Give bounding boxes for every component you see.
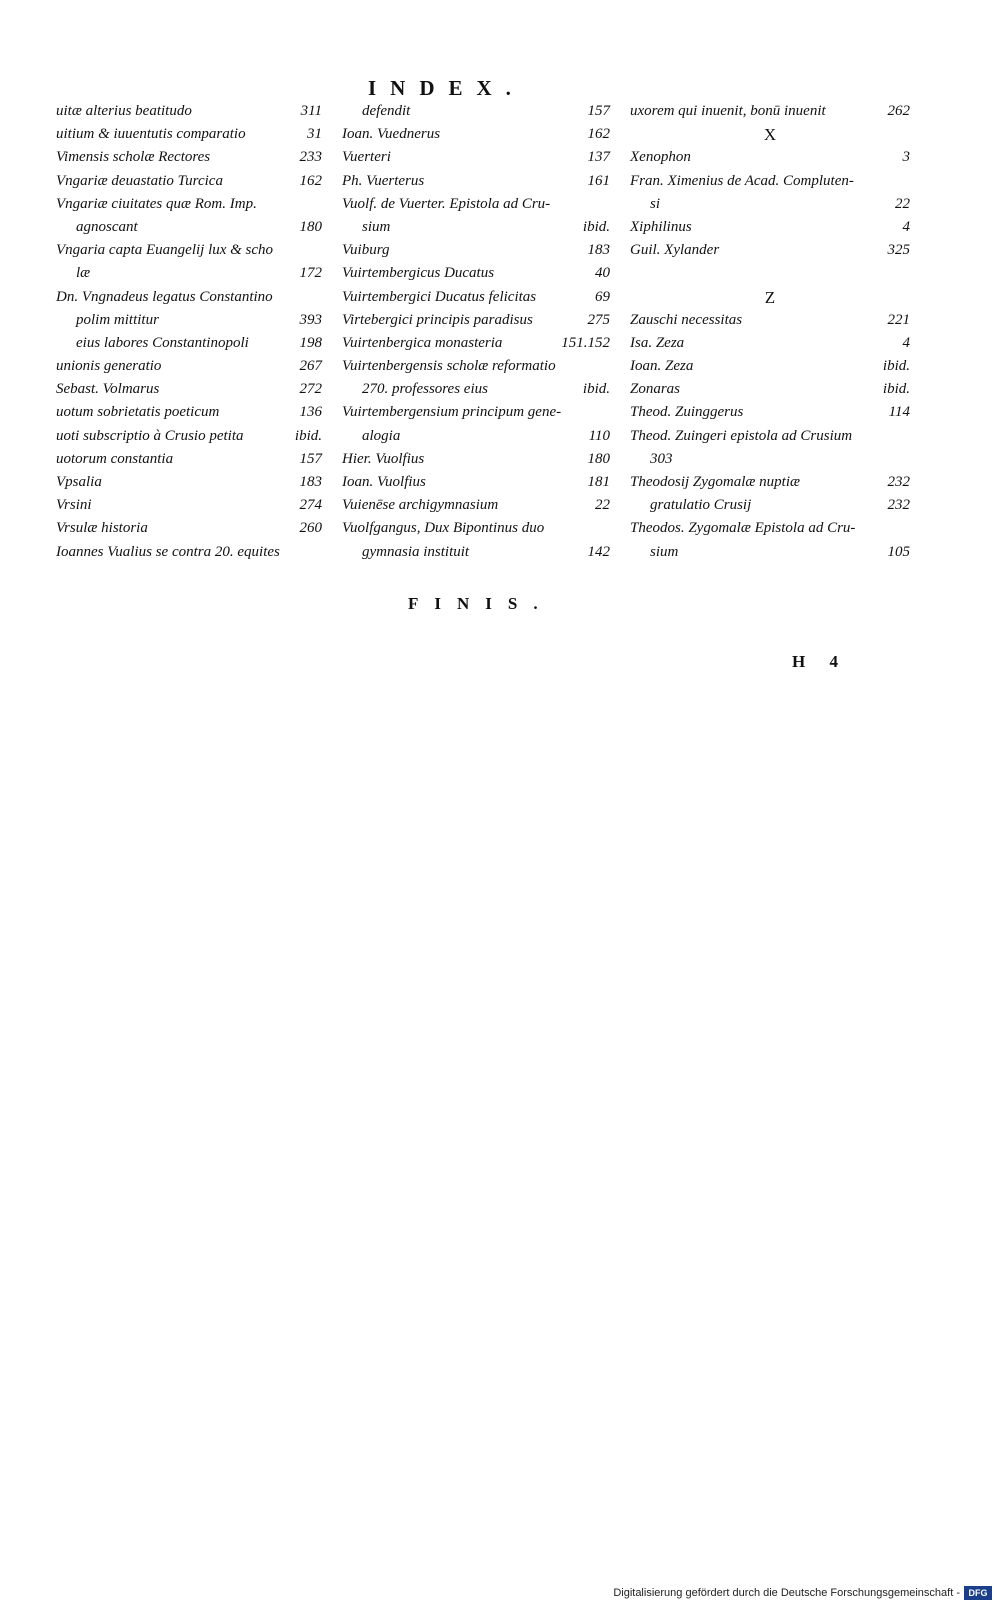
index-entry (342, 262, 610, 285)
entry-text: uoti subscriptio à Crusio petita (56, 427, 244, 444)
entry-text: Vuirtembergici Ducatus felicitas (342, 288, 537, 305)
entry-text: Vngariæ deuastatio Turcica (56, 172, 223, 189)
entry-page-number: 272 (299, 381, 322, 398)
entry-text: uxorem qui inuenit, bonū inuenit (630, 103, 826, 119)
entry-text: sium (362, 218, 391, 235)
index-entry (56, 309, 322, 332)
index-entry (630, 494, 910, 517)
entry-text: Vngariæ ciuitates quæ Rom. Imp. (56, 195, 257, 212)
entry-page-number: 221 (887, 311, 910, 328)
entry-text: Z (764, 287, 776, 307)
entry-text: Ioannes Vualius se contra 20. equites (56, 543, 280, 560)
entry-text: Ioan. Vuolfius (342, 474, 426, 490)
entry-text: uitæ alterius beatitudo (56, 103, 192, 119)
entry-text: Vuirtenbergica monasteria (342, 334, 503, 351)
entry-page-number: 393 (299, 311, 322, 328)
index-entry (56, 332, 322, 355)
entry-page-number: 275 (587, 311, 610, 328)
entry-page-number: 22 (595, 497, 610, 514)
entry-page-number: 162 (587, 126, 610, 143)
entry-page-number: 4 (902, 218, 910, 235)
index-entry (56, 425, 322, 448)
entry-page-number: 69 (595, 288, 610, 305)
entry-text: Xenophon (630, 149, 691, 166)
entry-text: alogia (362, 427, 401, 444)
entry-text: 270. professores eius (362, 381, 488, 398)
index-entry (630, 216, 910, 239)
index-entry (630, 471, 910, 494)
entry-text: Vuirtembergensium principum gene- (342, 404, 562, 421)
entry-text: Vuirtembergicus Ducatus (342, 265, 495, 282)
entry-text: Zauschi necessitas (630, 311, 743, 328)
entry-text: unionis generatio (56, 358, 162, 375)
entry-text: Ioan. Zeza (630, 358, 694, 375)
index-entry (630, 332, 910, 355)
entry-text: Ph. Vuerterus (342, 172, 425, 189)
entry-page-number: 260 (299, 520, 322, 537)
entry-text: Hier. Vuolfius (342, 450, 425, 467)
entry-page-number: 274 (299, 497, 322, 514)
index-entry (342, 216, 610, 239)
index-entry (56, 146, 322, 169)
entry-text: Vuienēse archigymnasium (342, 497, 499, 514)
entry-text: Vuiburg (342, 242, 390, 259)
index-entry (630, 541, 910, 564)
entry-text: Virtebergici principis paradisus (342, 311, 533, 328)
entry-text: Guil. Xylander (630, 242, 720, 259)
entry-text: si (650, 195, 661, 212)
index-entry (630, 262, 910, 285)
dfg-logo: DFG (964, 1586, 992, 1600)
entry-page-number: 262 (887, 103, 910, 119)
index-title: INDEX. (368, 76, 525, 100)
index-entry (630, 193, 910, 216)
entry-text: Vuirtenbergensis scholæ reformatio (342, 358, 556, 375)
index-entry (342, 123, 610, 146)
entry-text: gratulatio Crusij (650, 497, 752, 514)
index-entry (342, 494, 610, 517)
index-column-2 (342, 100, 610, 564)
entry-page-number: 183 (587, 242, 610, 259)
index-entry (56, 471, 322, 494)
entry-page-number: 4 (902, 334, 910, 351)
entry-text: gymnasia instituit (362, 543, 470, 560)
index-entry (56, 193, 322, 216)
index-entry (630, 100, 910, 123)
entry-text: Vpsalia (56, 474, 102, 490)
entry-text: defendit (362, 103, 411, 119)
entry-text: Isa. Zeza (630, 334, 685, 351)
index-entry (630, 517, 910, 540)
index-entry (342, 146, 610, 169)
entry-page-number: ibid. (882, 381, 910, 398)
index-entry (56, 286, 322, 309)
entry-text: Fran. Ximenius de Acad. Compluten- (630, 172, 854, 189)
entry-page-number: 162 (299, 172, 322, 189)
index-entry (56, 123, 322, 146)
index-entry (342, 401, 610, 424)
entry-text: Vuerteri (342, 149, 391, 166)
index-entry (630, 448, 910, 471)
entry-text: læ (76, 265, 91, 282)
index-entry (56, 170, 322, 193)
entry-text: polim mittitur (76, 311, 159, 328)
entry-text: sium (650, 543, 679, 560)
entry-text: Sebast. Volmarus (56, 381, 160, 398)
signature-mark: H 4 (792, 652, 848, 671)
index-entry (630, 355, 910, 378)
entry-page-number: 137 (587, 149, 610, 166)
index-entry (342, 170, 610, 193)
index-entry (342, 425, 610, 448)
index-entry (342, 100, 610, 123)
entry-text: Vrsulæ historia (56, 520, 148, 537)
index-entry (342, 193, 610, 216)
entry-text: Theodos. Zygomalæ Epistola ad Cru- (630, 520, 856, 537)
entry-page-number: 22 (895, 195, 910, 212)
entry-text: Vuolfgangus, Dux Bipontinus duo (342, 520, 545, 537)
index-entry (56, 239, 322, 262)
entry-text: agnoscant (76, 218, 138, 235)
entry-page-number: 105 (887, 543, 910, 560)
entry-text: Theod. Zuingeri epistola ad Crusium (630, 427, 853, 444)
entry-page-number: 233 (299, 149, 322, 166)
entry-text: uotum sobrietatis poeticum (56, 404, 220, 421)
index-entry (56, 378, 322, 401)
entry-text: Vuolf. de Vuerter. Epistola ad Cru- (342, 195, 551, 212)
index-entry (56, 401, 322, 424)
entry-page-number: 3 (902, 149, 910, 166)
index-section-letter (630, 286, 910, 309)
entry-page-number: 157 (299, 450, 322, 467)
entry-page-number: 157 (587, 103, 610, 119)
index-entry (342, 541, 610, 564)
index-entry (342, 378, 610, 401)
index-entry (342, 471, 610, 494)
index-section-letter (630, 123, 910, 146)
digitization-footer (0, 1584, 1000, 1604)
index-entry (56, 517, 322, 540)
index-entry (56, 541, 322, 564)
entry-page-number: ibid. (294, 427, 322, 444)
index-entry (630, 309, 910, 332)
footer-credit: Digitalisierung gefördert durch die Deutsche Forschungsgemeinschaft - (613, 1587, 960, 1599)
entry-page-number: 232 (887, 474, 910, 490)
index-entry (630, 401, 910, 424)
entry-text: Xiphilinus (630, 218, 692, 235)
index-entry (630, 378, 910, 401)
index-entry (56, 494, 322, 517)
entry-page-number: 232 (887, 497, 910, 514)
index-entry (342, 309, 610, 332)
entry-page-number: 267 (299, 358, 322, 375)
entry-page-number: 136 (299, 404, 322, 421)
index-entry (56, 100, 322, 123)
index-entry (56, 262, 322, 285)
index-entry (342, 355, 610, 378)
running-head (0, 76, 1000, 100)
index-entry (630, 425, 910, 448)
index-entry (342, 239, 610, 262)
entry-text: Vimensis scholæ Rectores (56, 149, 211, 166)
entry-text: Ioan. Vuednerus (342, 126, 441, 143)
entry-page-number: 311 (300, 103, 322, 119)
entry-text: eius labores Constantinopoli (76, 334, 249, 351)
entry-text: X (763, 125, 777, 145)
entry-text: uitium & iuuentutis comparatio (56, 126, 246, 143)
entry-text: Vngaria capta Euangelij lux & scho (56, 242, 274, 259)
index-column-3 (630, 100, 910, 564)
entry-page-number: 110 (588, 427, 610, 444)
index-entry (56, 448, 322, 471)
entry-text: uotorum constantia (56, 450, 174, 467)
entry-page-number: 142 (587, 543, 610, 560)
index-entry (630, 170, 910, 193)
entry-page-number: 180 (587, 450, 610, 467)
index-entry (56, 216, 322, 239)
entry-page-number: 181 (587, 474, 610, 490)
entry-text: 303 (650, 450, 673, 467)
entry-page-number: 183 (299, 474, 322, 490)
entry-page-number: 114 (888, 404, 910, 421)
entry-page-number: ibid. (582, 218, 610, 235)
entry-text: Vrsini (56, 497, 92, 514)
entry-page-number: 151.152 (561, 334, 610, 351)
index-column-1 (56, 100, 322, 564)
index-entry (630, 146, 910, 169)
index-entry (342, 332, 610, 355)
index-entry (342, 286, 610, 309)
entry-page-number: 172 (299, 265, 322, 282)
entry-page-number: 161 (587, 172, 610, 189)
index-entry (56, 355, 322, 378)
entry-text: Dn. Vngnadeus legatus Constantino (56, 288, 273, 305)
entry-page-number: 198 (299, 334, 322, 351)
entry-page-number: ibid. (582, 381, 610, 398)
entry-page-number: 325 (887, 242, 910, 259)
index-entry (342, 448, 610, 471)
finis-mark: FINIS. (408, 594, 554, 613)
index-entry (342, 517, 610, 540)
index-entry (630, 239, 910, 262)
entry-page-number: ibid. (882, 358, 910, 375)
entry-page-number: 180 (299, 218, 322, 235)
entry-text: Zonaras (630, 381, 681, 398)
entry-text: Theodosij Zygomalæ nuptiæ (630, 474, 801, 490)
entry-text: Theod. Zuinggerus (630, 404, 744, 421)
entry-page-number: 40 (595, 265, 610, 282)
entry-page-number: 31 (307, 126, 322, 143)
